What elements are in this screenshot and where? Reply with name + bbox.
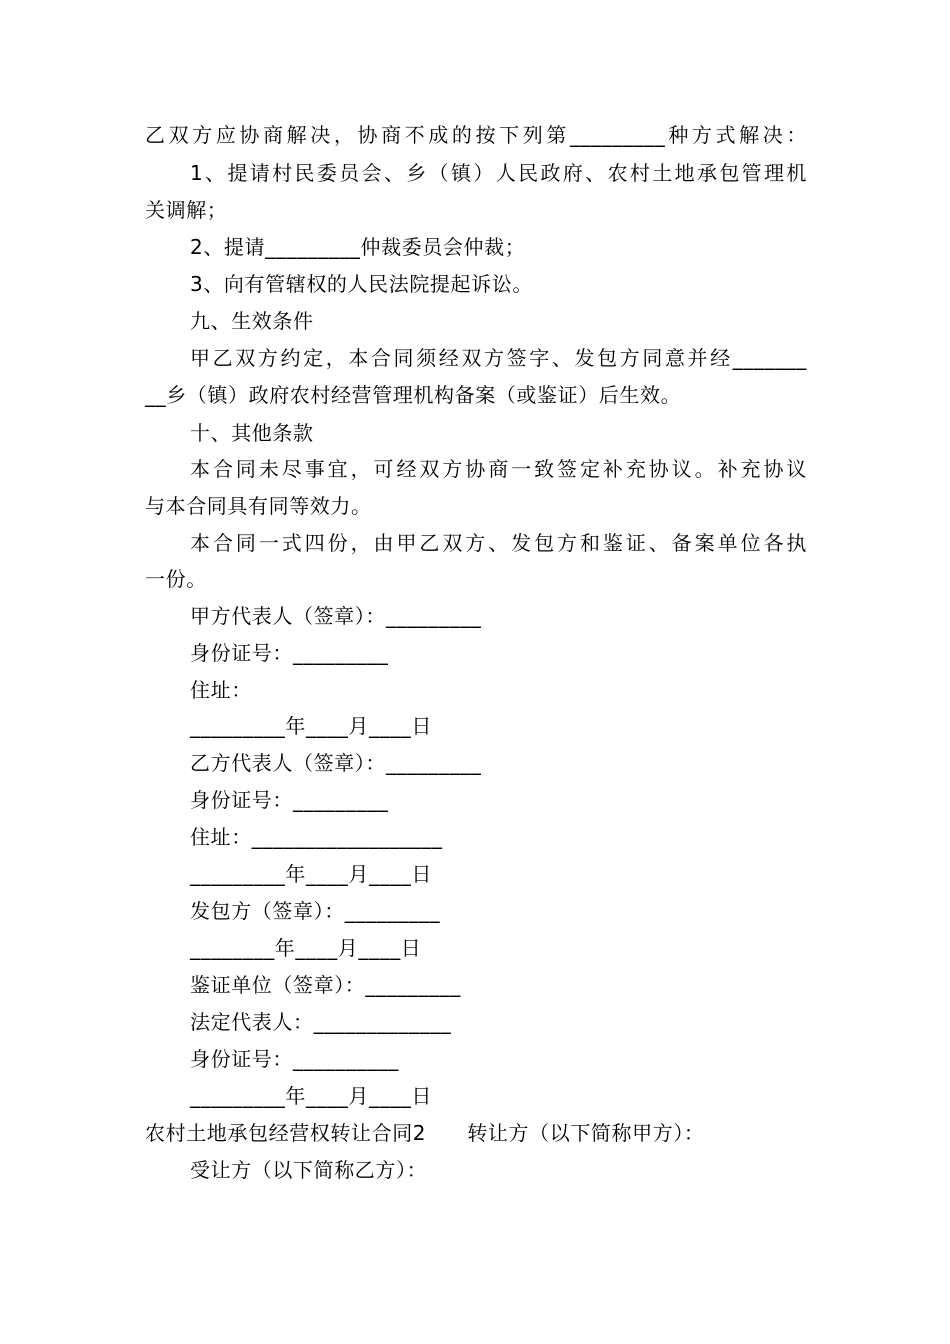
text-line: 2、提请_________仲裁委员会仲裁； [190, 235, 526, 259]
text-line: 受让方（以下简称乙方）： [190, 1158, 428, 1182]
date-field: ________年____月____日 [190, 936, 422, 960]
signature-field: 鉴证单位（签章）：_________ [190, 973, 461, 997]
date-field: _________年____月____日 [190, 714, 432, 738]
address-field: 住址： [190, 678, 252, 702]
text-line: 1、提请村民委员会、乡（镇）人民政府、农村土地承包管理机 [190, 161, 807, 185]
text-line: 一份。 [145, 567, 207, 591]
text-line: 甲乙双方约定，本合同须经双方签字、发包方同意并经_______ [190, 346, 807, 370]
section-heading: 九、生效条件 [190, 309, 314, 333]
contract-title-line: 农村土地承包经营权转让合同2 转让方（以下简称甲方）： [145, 1121, 705, 1145]
id-number-field: 身份证号：_________ [190, 641, 389, 665]
address-field: 住址：__________________ [190, 825, 443, 849]
id-number-field: 身份证号：_________ [190, 788, 389, 812]
signature-field: 发包方（签章）：_________ [190, 899, 441, 923]
text-line: 本合同一式四份，由甲乙双方、发包方和鉴证、备案单位各执 [190, 531, 807, 555]
id-number-field: 身份证号：__________ [190, 1047, 399, 1071]
text-line: 与本合同具有同等效力。 [145, 494, 372, 518]
signature-field: 乙方代表人（签章）：_________ [190, 751, 482, 775]
date-field: _________年____月____日 [190, 1084, 432, 1108]
date-field: _________年____月____日 [190, 862, 432, 886]
text-line: 关调解； [145, 198, 228, 222]
text-line: 3、向有管辖权的人民法院提起诉讼。 [190, 272, 533, 296]
text-line: 本合同未尽事宜，可经双方协商一致签定补充协议。补充协议 [190, 457, 807, 481]
legal-rep-field: 法定代表人：_____________ [190, 1010, 452, 1034]
section-heading: 十、其他条款 [190, 421, 314, 445]
text-line: 乙双方应协商解决，协商不成的按下列第_________种方式解决： [145, 123, 807, 147]
text-line: __乡（镇）政府农村经营管理机构备案（或鉴证）后生效。 [145, 383, 682, 407]
signature-field: 甲方代表人（签章）：_________ [190, 604, 482, 628]
